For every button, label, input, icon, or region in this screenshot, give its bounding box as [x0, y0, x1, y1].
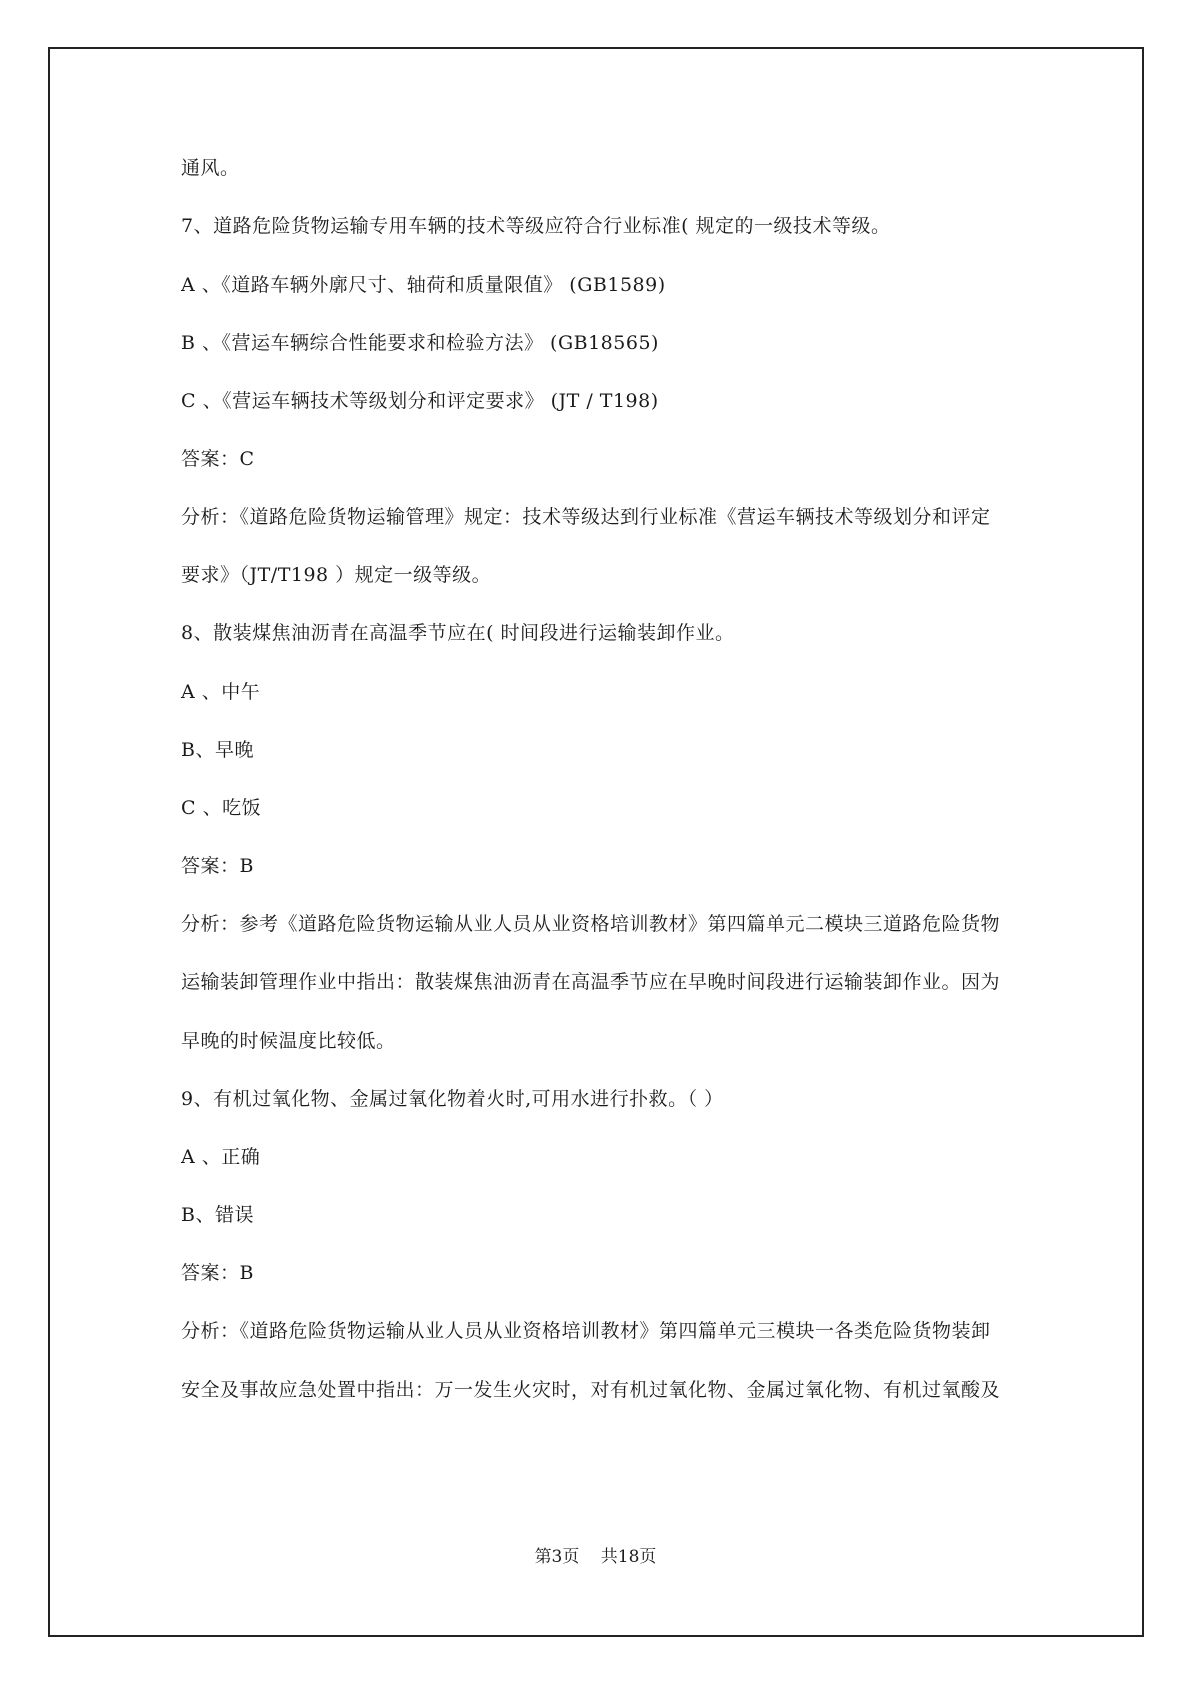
page-footer — [0, 1545, 1191, 1569]
page-total: 共18页 — [600, 1547, 657, 1567]
question-9: 9、有机过氧化物、金属过氧化物着火时,可用水进行扑救。（ ） — [181, 1088, 724, 1110]
option-c: C 、吃饭 — [181, 797, 262, 819]
analysis-line: 早晚的时候温度比较低。 — [181, 1030, 396, 1052]
option-b: B、早晚 — [181, 739, 254, 761]
analysis-line: 安全及事故应急处置中指出：万一发生火灾时，对有机过氧化物、金属过氧化物、有机过氧酸及 — [181, 1379, 1001, 1401]
option-a: A 、正确 — [181, 1146, 261, 1168]
answer: 答案：B — [181, 855, 254, 877]
text-line: 通风。 — [181, 157, 240, 179]
option-b: B、错误 — [181, 1204, 254, 1226]
option-a: A 、《道路车辆外廓尺寸、轴荷和质量限值》 (GB1589) — [181, 274, 666, 296]
question-8: 8、散装煤焦油沥青在高温季节应在( 时间段进行运输装卸作业。 — [181, 622, 735, 644]
question-7: 7、道路危险货物运输专用车辆的技术等级应符合行业标准( 规定的一级技术等级。 — [181, 215, 891, 237]
option-a: A 、中午 — [181, 681, 261, 703]
page-number: 第3页 — [534, 1547, 580, 1567]
answer: 答案：B — [181, 1262, 254, 1284]
answer: 答案：C — [181, 448, 255, 470]
analysis-line: 运输装卸管理作业中指出：散装煤焦油沥青在高温季节应在早晚时间段进行运输装卸作业。因为 — [181, 971, 1001, 993]
option-b: B 、《营运车辆综合性能要求和检验方法》 (GB18565) — [181, 332, 659, 354]
analysis-line: 分析：《道路危险货物运输从业人员从业资格培训教材》第四篇单元三模块一各类危险货物装卸 — [181, 1320, 991, 1342]
analysis-line: 分析：《道路危险货物运输管理》规定：技术等级达到行业标准《营运车辆技术等级划分和评定 — [181, 506, 991, 528]
analysis-line: 分析：参考《道路危险货物运输从业人员从业资格培训教材》第四篇单元二模块三道路危险货物 — [181, 913, 1001, 935]
option-c: C 、《营运车辆技术等级划分和评定要求》 (JT / T198) — [181, 390, 659, 412]
analysis-line: 要求》（JT/T198 ）规定一级等级。 — [181, 564, 492, 586]
